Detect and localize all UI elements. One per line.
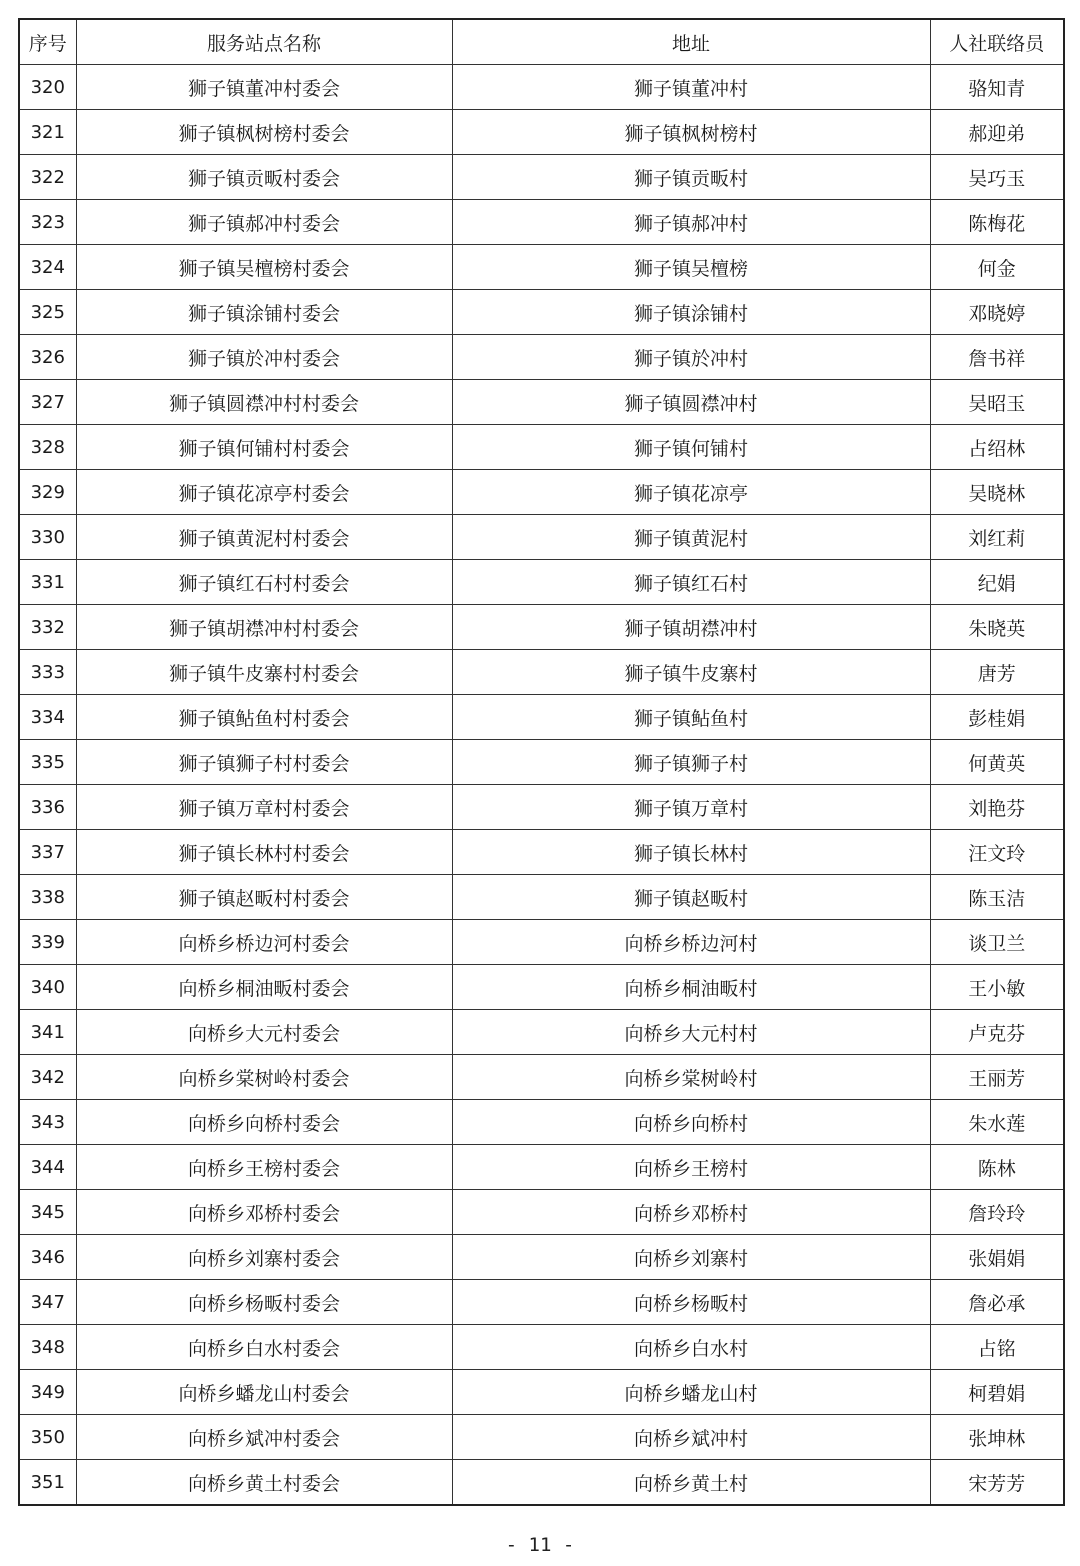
cell-address: 向桥乡邓桥村	[452, 1190, 930, 1235]
cell-serial-number: 326	[19, 335, 76, 380]
cell-contact-person: 张坤林	[930, 1415, 1064, 1460]
cell-station-name: 狮子镇於冲村委会	[76, 335, 452, 380]
cell-station-name: 狮子镇董冲村委会	[76, 65, 452, 110]
header-row	[19, 19, 1064, 65]
cell-serial-number: 341	[19, 1010, 76, 1055]
table-row	[19, 1280, 1064, 1325]
cell-serial-number: 334	[19, 695, 76, 740]
cell-contact-person: 张娟娟	[930, 1235, 1064, 1280]
cell-contact-person: 陈梅花	[930, 200, 1064, 245]
header-station-name: 服务站点名称	[76, 19, 452, 65]
cell-contact-person: 刘红莉	[930, 515, 1064, 560]
cell-address: 向桥乡桥边河村	[452, 920, 930, 965]
cell-address: 狮子镇枫树榜村	[452, 110, 930, 155]
cell-contact-person: 卢克芬	[930, 1010, 1064, 1055]
table-row	[19, 1055, 1064, 1100]
cell-address: 向桥乡刘寨村	[452, 1235, 930, 1280]
cell-contact-person: 何金	[930, 245, 1064, 290]
cell-contact-person: 詹书祥	[930, 335, 1064, 380]
cell-station-name: 向桥乡蟠龙山村委会	[76, 1370, 452, 1415]
table-row	[19, 920, 1064, 965]
cell-station-name: 向桥乡杨畈村委会	[76, 1280, 452, 1325]
table-row	[19, 830, 1064, 875]
cell-address: 狮子镇胡襟冲村	[452, 605, 930, 650]
cell-serial-number: 350	[19, 1415, 76, 1460]
table-row	[19, 605, 1064, 650]
cell-serial-number: 337	[19, 830, 76, 875]
table-row	[19, 155, 1064, 200]
cell-station-name: 狮子镇鲇鱼村村委会	[76, 695, 452, 740]
cell-contact-person: 柯碧娟	[930, 1370, 1064, 1415]
cell-contact-person: 邓晓婷	[930, 290, 1064, 335]
table-row	[19, 1235, 1064, 1280]
cell-serial-number: 335	[19, 740, 76, 785]
table-row	[19, 515, 1064, 560]
cell-serial-number: 333	[19, 650, 76, 695]
cell-serial-number: 324	[19, 245, 76, 290]
cell-serial-number: 330	[19, 515, 76, 560]
table-row	[19, 200, 1064, 245]
cell-contact-person: 刘艳芬	[930, 785, 1064, 830]
cell-address: 狮子镇吴檀榜	[452, 245, 930, 290]
cell-address: 向桥乡王榜村	[452, 1145, 930, 1190]
cell-address: 狮子镇花凉亭	[452, 470, 930, 515]
cell-address: 向桥乡蟠龙山村	[452, 1370, 930, 1415]
cell-address: 狮子镇长林村	[452, 830, 930, 875]
cell-serial-number: 344	[19, 1145, 76, 1190]
cell-station-name: 狮子镇红石村村委会	[76, 560, 452, 605]
cell-contact-person: 朱水莲	[930, 1100, 1064, 1145]
cell-address: 狮子镇圆襟冲村	[452, 380, 930, 425]
table-row	[19, 425, 1064, 470]
table-row	[19, 470, 1064, 515]
table-row	[19, 785, 1064, 830]
cell-station-name: 狮子镇牛皮寨村村委会	[76, 650, 452, 695]
cell-serial-number: 345	[19, 1190, 76, 1235]
cell-address: 狮子镇鲇鱼村	[452, 695, 930, 740]
cell-station-name: 狮子镇圆襟冲村村委会	[76, 380, 452, 425]
cell-serial-number: 342	[19, 1055, 76, 1100]
cell-station-name: 狮子镇花凉亭村委会	[76, 470, 452, 515]
cell-address: 狮子镇涂铺村	[452, 290, 930, 335]
cell-contact-person: 陈玉洁	[930, 875, 1064, 920]
cell-address: 狮子镇郝冲村	[452, 200, 930, 245]
cell-serial-number: 325	[19, 290, 76, 335]
cell-station-name: 狮子镇涂铺村委会	[76, 290, 452, 335]
cell-contact-person: 王丽芳	[930, 1055, 1064, 1100]
cell-contact-person: 骆知青	[930, 65, 1064, 110]
cell-address: 向桥乡斌冲村	[452, 1415, 930, 1460]
cell-contact-person: 吴巧玉	[930, 155, 1064, 200]
cell-station-name: 狮子镇赵畈村村委会	[76, 875, 452, 920]
cell-station-name: 狮子镇长林村村委会	[76, 830, 452, 875]
table-row	[19, 965, 1064, 1010]
cell-address: 狮子镇狮子村	[452, 740, 930, 785]
page-number: - 11 -	[505, 1534, 575, 1556]
cell-serial-number: 339	[19, 920, 76, 965]
cell-station-name: 向桥乡桐油畈村委会	[76, 965, 452, 1010]
cell-contact-person: 吴晓林	[930, 470, 1064, 515]
cell-address: 狮子镇黄泥村	[452, 515, 930, 560]
cell-serial-number: 347	[19, 1280, 76, 1325]
cell-contact-person: 纪娟	[930, 560, 1064, 605]
cell-station-name: 狮子镇黄泥村村委会	[76, 515, 452, 560]
cell-contact-person: 陈林	[930, 1145, 1064, 1190]
cell-serial-number: 351	[19, 1460, 76, 1506]
service-station-table	[18, 18, 1065, 1506]
cell-serial-number: 328	[19, 425, 76, 470]
cell-station-name: 狮子镇吴檀榜村委会	[76, 245, 452, 290]
cell-address: 狮子镇何铺村	[452, 425, 930, 470]
table-row	[19, 1460, 1064, 1506]
table-row	[19, 380, 1064, 425]
header-address: 地址	[452, 19, 930, 65]
cell-contact-person: 占绍林	[930, 425, 1064, 470]
cell-contact-person: 宋芳芳	[930, 1460, 1064, 1506]
cell-serial-number: 343	[19, 1100, 76, 1145]
table-body	[19, 65, 1064, 1506]
cell-address: 狮子镇万章村	[452, 785, 930, 830]
cell-serial-number: 349	[19, 1370, 76, 1415]
cell-serial-number: 348	[19, 1325, 76, 1370]
cell-serial-number: 320	[19, 65, 76, 110]
table-row	[19, 1370, 1064, 1415]
cell-address: 狮子镇红石村	[452, 560, 930, 605]
table-row	[19, 1145, 1064, 1190]
cell-serial-number: 327	[19, 380, 76, 425]
cell-contact-person: 唐芳	[930, 650, 1064, 695]
table-row	[19, 1325, 1064, 1370]
cell-serial-number: 332	[19, 605, 76, 650]
table-row	[19, 65, 1064, 110]
cell-address: 狮子镇赵畈村	[452, 875, 930, 920]
table-row	[19, 1415, 1064, 1460]
cell-station-name: 狮子镇何铺村村委会	[76, 425, 452, 470]
table-row	[19, 650, 1064, 695]
cell-contact-person: 郝迎弟	[930, 110, 1064, 155]
cell-address: 向桥乡黄土村	[452, 1460, 930, 1506]
table-row	[19, 1190, 1064, 1235]
cell-station-name: 狮子镇狮子村村委会	[76, 740, 452, 785]
cell-station-name: 狮子镇郝冲村委会	[76, 200, 452, 245]
cell-contact-person: 何黄英	[930, 740, 1064, 785]
cell-address: 狮子镇於冲村	[452, 335, 930, 380]
table-row	[19, 290, 1064, 335]
cell-station-name: 狮子镇胡襟冲村村委会	[76, 605, 452, 650]
cell-address: 向桥乡棠树岭村	[452, 1055, 930, 1100]
cell-station-name: 向桥乡大元村委会	[76, 1010, 452, 1055]
cell-serial-number: 323	[19, 200, 76, 245]
cell-serial-number: 336	[19, 785, 76, 830]
cell-address: 狮子镇牛皮寨村	[452, 650, 930, 695]
cell-serial-number: 340	[19, 965, 76, 1010]
cell-station-name: 向桥乡白水村委会	[76, 1325, 452, 1370]
cell-contact-person: 吴昭玉	[930, 380, 1064, 425]
header-contact-person: 人社联络员	[930, 19, 1064, 65]
cell-serial-number: 338	[19, 875, 76, 920]
table-row	[19, 1100, 1064, 1145]
cell-contact-person: 詹必承	[930, 1280, 1064, 1325]
table-header	[19, 19, 1064, 65]
cell-contact-person: 谈卫兰	[930, 920, 1064, 965]
table-row	[19, 695, 1064, 740]
cell-serial-number: 329	[19, 470, 76, 515]
cell-serial-number: 322	[19, 155, 76, 200]
cell-address: 向桥乡大元村村	[452, 1010, 930, 1055]
cell-address: 向桥乡白水村	[452, 1325, 930, 1370]
cell-station-name: 向桥乡桥边河村委会	[76, 920, 452, 965]
cell-contact-person: 彭桂娟	[930, 695, 1064, 740]
cell-contact-person: 朱晓英	[930, 605, 1064, 650]
table-row	[19, 560, 1064, 605]
cell-station-name: 狮子镇万章村村委会	[76, 785, 452, 830]
cell-contact-person: 王小敏	[930, 965, 1064, 1010]
table-row	[19, 110, 1064, 155]
table-row	[19, 335, 1064, 380]
cell-serial-number: 331	[19, 560, 76, 605]
table-row	[19, 875, 1064, 920]
cell-serial-number: 321	[19, 110, 76, 155]
cell-address: 向桥乡杨畈村	[452, 1280, 930, 1325]
cell-station-name: 向桥乡向桥村委会	[76, 1100, 452, 1145]
header-serial-number: 序号	[19, 19, 76, 65]
table-row	[19, 1010, 1064, 1055]
cell-station-name: 向桥乡王榜村委会	[76, 1145, 452, 1190]
cell-contact-person: 詹玲玲	[930, 1190, 1064, 1235]
table-row	[19, 740, 1064, 785]
cell-address: 向桥乡桐油畈村	[452, 965, 930, 1010]
cell-contact-person: 占铭	[930, 1325, 1064, 1370]
cell-address: 狮子镇贡畈村	[452, 155, 930, 200]
cell-address: 向桥乡向桥村	[452, 1100, 930, 1145]
cell-address: 狮子镇董冲村	[452, 65, 930, 110]
table-row	[19, 245, 1064, 290]
cell-station-name: 向桥乡邓桥村委会	[76, 1190, 452, 1235]
cell-station-name: 向桥乡棠树岭村委会	[76, 1055, 452, 1100]
cell-station-name: 狮子镇贡畈村委会	[76, 155, 452, 200]
cell-station-name: 向桥乡黄土村委会	[76, 1460, 452, 1506]
cell-serial-number: 346	[19, 1235, 76, 1280]
cell-station-name: 向桥乡刘寨村委会	[76, 1235, 452, 1280]
cell-contact-person: 汪文玲	[930, 830, 1064, 875]
cell-station-name: 狮子镇枫树榜村委会	[76, 110, 452, 155]
cell-station-name: 向桥乡斌冲村委会	[76, 1415, 452, 1460]
